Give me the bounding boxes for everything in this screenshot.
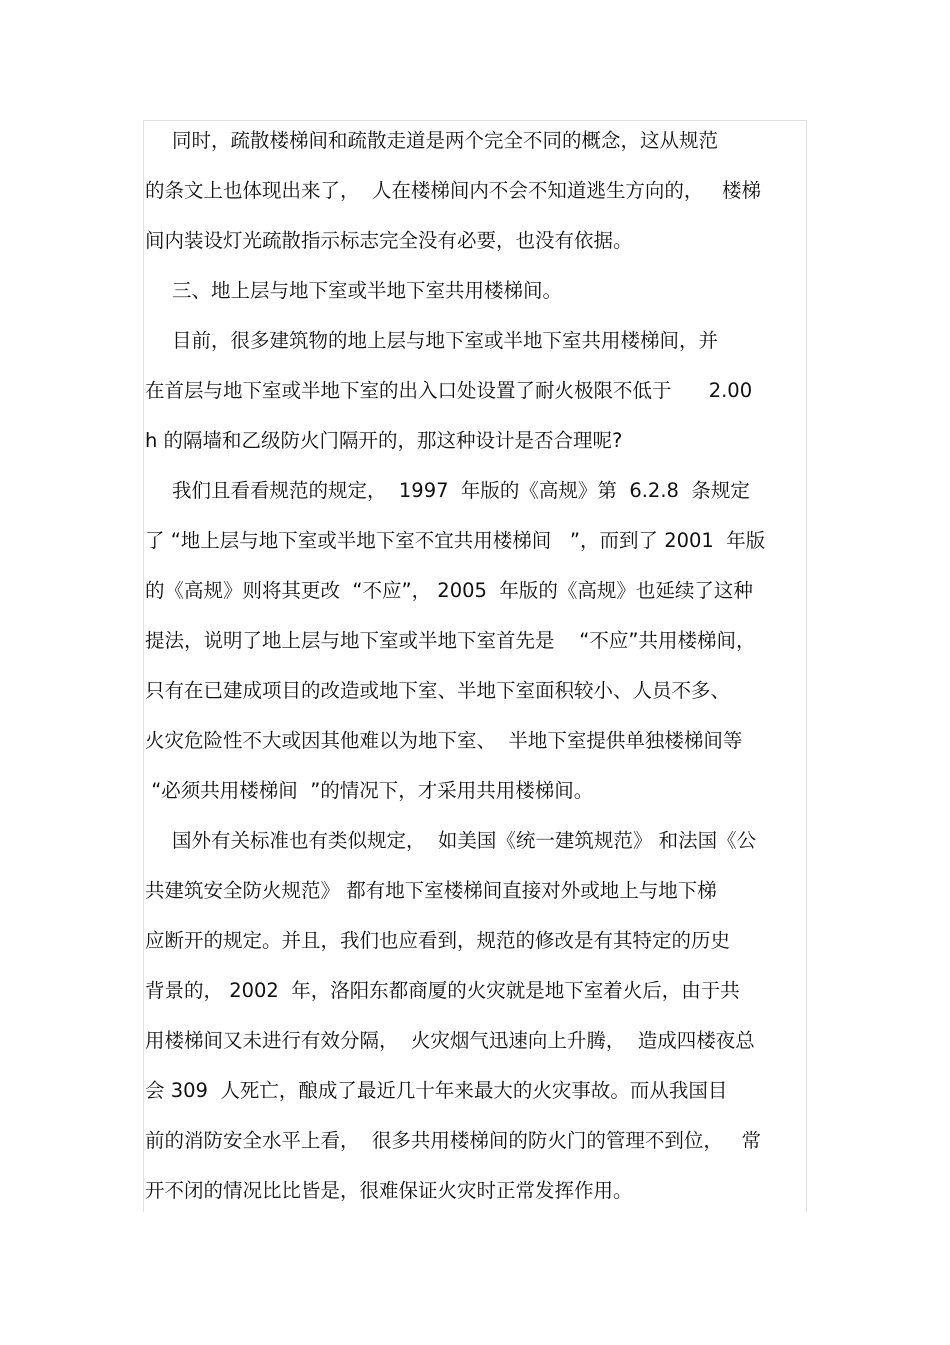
text-line: 在首层与地下室或半地下室的出入口处设置了耐火极限不低于 2.00 [145,379,753,402]
text-line: 间内装设灯光疏散指示标志完全没有必要，也没有依据。 [145,229,633,252]
text-line: 应断开的规定。并且，我们也应看到，规范的修改是有其特定的历史 [145,929,731,952]
text-line: 用楼梯间又未进行有效分隔， 火灾烟气迅速向上升腾， 造成四楼夜总 [145,1029,755,1052]
section-heading: 三、地上层与地下室或半地下室共用楼梯间。 [172,279,563,302]
text-line: 了 “地上层与地下室或半地下室不宜共用楼梯间 ”，而到了 2001 年版 [145,529,766,552]
text-line: 背景的， 2002 年，洛阳东都商厦的火灾就是地下室着火后，由于共 [145,979,740,1002]
text-line: 的条文上也体现出来了， 人在楼梯间内不会不知道逃生方向的， 楼梯 [145,179,761,202]
text-line: h 的隔墙和乙级防火门隔开的，那这种设计是否合理呢? [145,429,623,452]
text-line: 开不闭的情况比比皆是，很难保证火灾时正常发挥作用。 [145,1179,633,1202]
text-line: 国外有关标准也有类似规定， 如美国《统一建筑规范》 和法国《公 [172,829,757,852]
text-line: 提法，说明了地上层与地下室或半地下室首先是 “不应”共用楼梯间， [145,629,756,652]
text-line: 只有在已建成项目的改造或地下室、半地下室面积较小、人员不多、 [145,679,731,702]
text-line: 共建筑安全防火规范》 都有地下室楼梯间直接对外或地上与地下梯 [145,879,717,902]
text-line: 的《高规》则将其更改 “不应”， 2005 年版的《高规》也延续了这种 [145,579,753,602]
text-line: 同时，疏散楼梯间和疏散走道是两个完全不同的概念，这从规范 [172,129,719,152]
text-line: 会 309 人死亡，酿成了最近几十年来最大的火灾事故。而从我国目 [145,1079,728,1102]
text-line: 目前，很多建筑物的地上层与地下室或半地下室共用楼梯间，并 [172,329,719,352]
text-line: 我们且看看规范的规定， 1997 年版的《高规》第 6.2.8 条规定 [172,479,750,502]
text-line: 火灾危险性不大或因其他难以为地下室、 半地下室提供单独楼梯间等 [145,729,743,752]
text-line: 前的消防安全水平上看， 很多共用楼梯间的防火门的管理不到位， 常 [145,1129,761,1152]
text-line: “必须共用楼梯间 ”的情况下，才采用共用楼梯间。 [145,779,594,802]
